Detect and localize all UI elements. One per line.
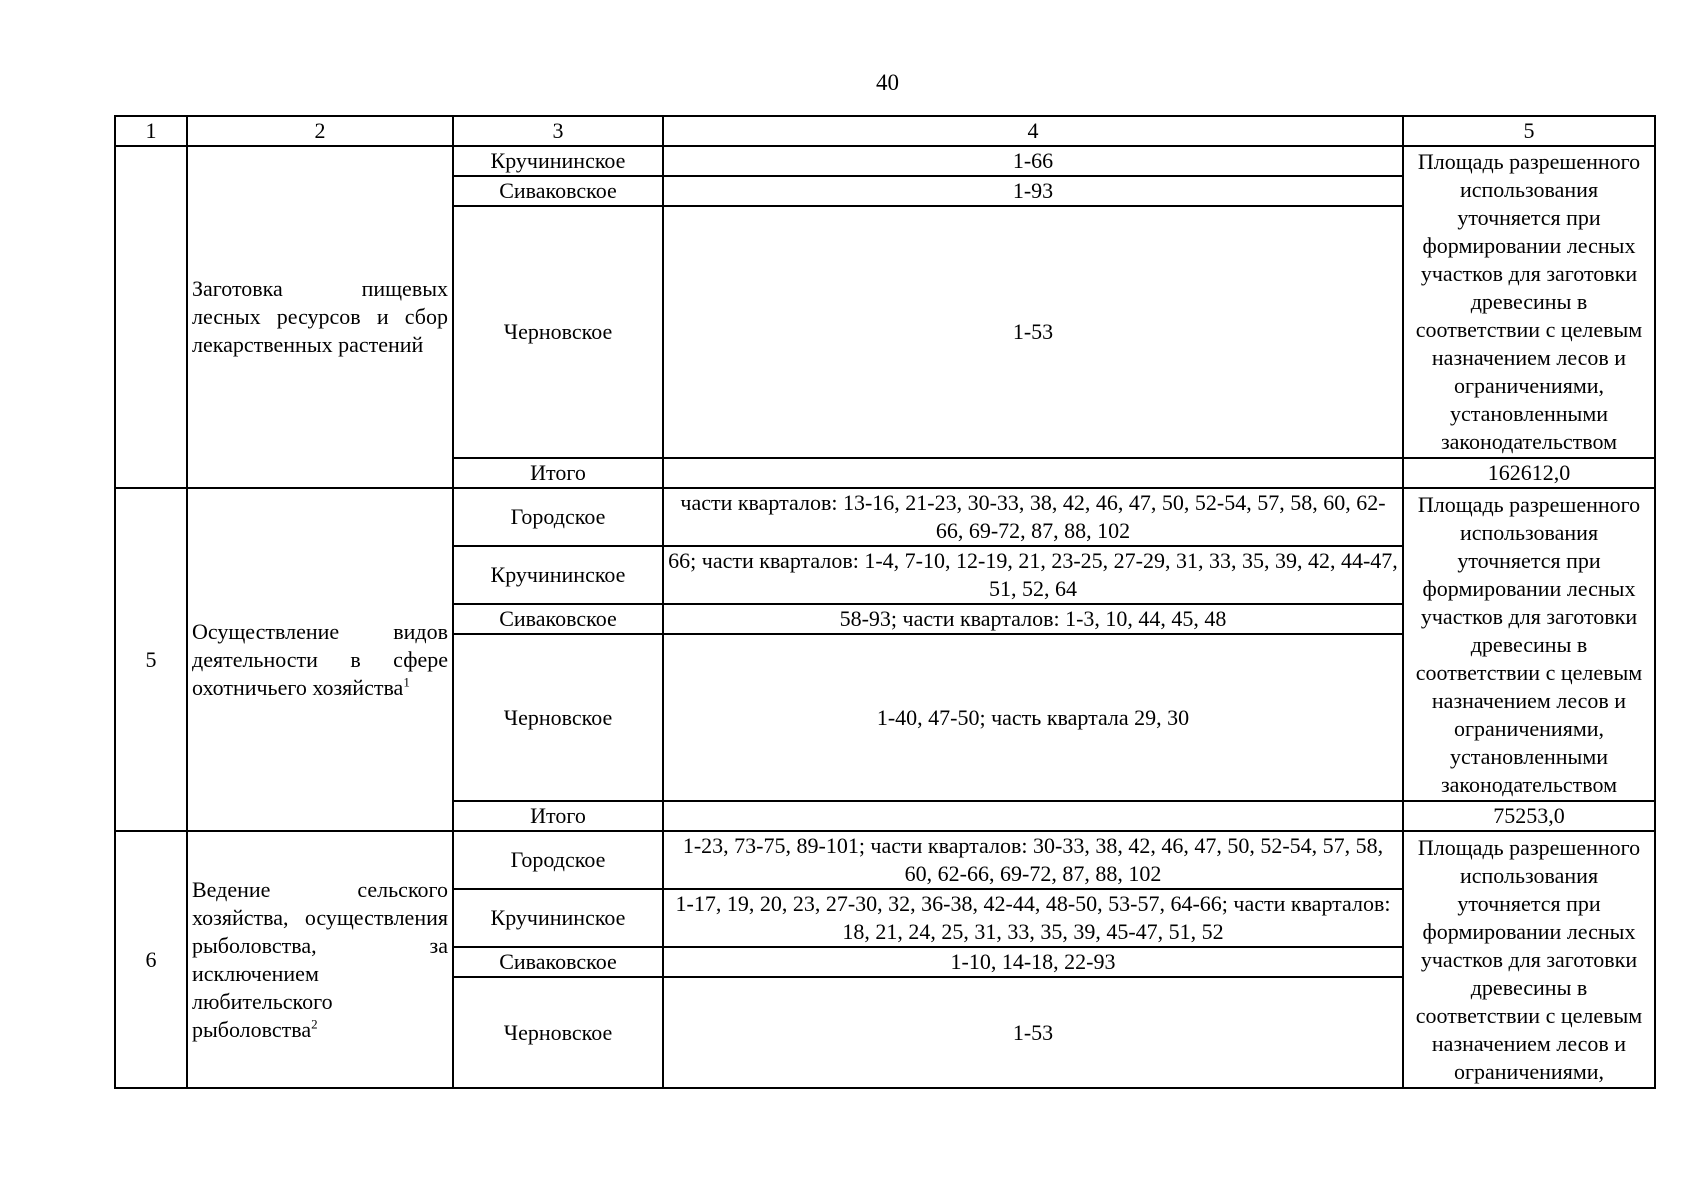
row-number: 5 bbox=[115, 488, 187, 831]
quarters-cell: части кварталов: 13-16, 21-23, 30-33, 38, 42, 46, 47, 50, 52-54, 57, 58, 60, 62-66, 69-72, 87, 88, 102 bbox=[663, 488, 1403, 546]
total-empty-cell bbox=[663, 801, 1403, 831]
forestry-cell: Черновское bbox=[453, 634, 663, 801]
forestry-cell: Кручининское bbox=[453, 546, 663, 604]
forestry-cell: Городское bbox=[453, 488, 663, 546]
header-col-4: 4 bbox=[663, 116, 1403, 146]
table-row bbox=[115, 831, 1655, 889]
note-cell: Площадь разрешенного использования уточняется при формировании лесных участков для заготовки древесины в соответствии с целевым назначением лесов и ограничениями, установленными законодательством bbox=[1403, 488, 1655, 801]
total-value: 75253,0 bbox=[1403, 801, 1655, 831]
quarters-cell: 1-93 bbox=[663, 176, 1403, 206]
forestry-cell: Городское bbox=[453, 831, 663, 889]
quarters-cell: 1-53 bbox=[663, 977, 1403, 1088]
quarters-cell: 1-53 bbox=[663, 206, 1403, 458]
footnote-mark: 2 bbox=[311, 1016, 318, 1032]
quarters-cell: 1-66 bbox=[663, 146, 1403, 176]
footnote-mark: 1 bbox=[403, 674, 410, 690]
quarters-cell: 1-40, 47-50; часть квартала 29, 30 bbox=[663, 634, 1403, 801]
total-value: 162612,0 bbox=[1403, 458, 1655, 488]
quarters-cell: 66; части кварталов: 1-4, 7-10, 12-19, 21, 23-25, 27-29, 31, 33, 35, 39, 42, 44-47, 51, 52, 64 bbox=[663, 546, 1403, 604]
quarters-cell: 1-10, 14-18, 22-93 bbox=[663, 947, 1403, 977]
quarters-cell: 58-93; части кварталов: 1-3, 10, 44, 45, 48 bbox=[663, 604, 1403, 634]
activity-text: Заготовка пищевых лесных ресурсов и сбор лекарственных растений bbox=[192, 276, 448, 357]
note-cell: Площадь разрешенного использования уточняется при формировании лесных участков для заготовки древесины в соответствии с целевым назначением лесов и ограничениями, bbox=[1403, 831, 1655, 1088]
total-label: Итого bbox=[453, 801, 663, 831]
forestry-cell: Кручининское bbox=[453, 889, 663, 947]
quarters-cell: 1-17, 19, 20, 23, 27-30, 32, 36-38, 42-44, 48-50, 53-57, 64-66; части кварталов: 18, 21, 24, 25, 31, 33, 35, 39, 45-47, 51, 52 bbox=[663, 889, 1403, 947]
forestry-cell: Сиваковское bbox=[453, 604, 663, 634]
forestry-cell: Черновское bbox=[453, 977, 663, 1088]
forest-use-table bbox=[114, 115, 1656, 1089]
activity-cell bbox=[187, 488, 453, 831]
activity-text: Осуществление видов деятельности в сфере охотничьего хозяйства bbox=[192, 618, 448, 700]
header-col-5: 5 bbox=[1403, 116, 1655, 146]
forestry-cell: Сиваковское bbox=[453, 947, 663, 977]
row-number bbox=[115, 146, 187, 488]
forestry-cell: Сиваковское bbox=[453, 176, 663, 206]
activity-cell bbox=[187, 146, 453, 488]
total-empty-cell bbox=[663, 458, 1403, 488]
forestry-cell: Черновское bbox=[453, 206, 663, 458]
table-row bbox=[115, 146, 1655, 176]
header-col-1: 1 bbox=[115, 116, 187, 146]
total-label: Итого bbox=[453, 458, 663, 488]
row-number: 6 bbox=[115, 831, 187, 1088]
note-cell: Площадь разрешенного использования уточняется при формировании лесных участков для заготовки древесины в соответствии с целевым назначением лесов и ограничениями, установленными законодательством bbox=[1403, 146, 1655, 458]
page-number: 40 bbox=[876, 70, 899, 95]
table-row bbox=[115, 488, 1655, 546]
quarters-cell: 1-23, 73-75, 89-101; части кварталов: 30-33, 38, 42, 46, 47, 50, 52-54, 57, 58, 60, 62-66, 69-72, 87, 88, 102 bbox=[663, 831, 1403, 889]
header-col-2: 2 bbox=[187, 116, 453, 146]
activity-text: Ведение сельского хозяйства, осуществления рыболовства, за исключением любительского рыболовства bbox=[192, 876, 448, 1042]
activity-cell bbox=[187, 831, 453, 1088]
forestry-cell: Кручининское bbox=[453, 146, 663, 176]
table-header-row bbox=[115, 116, 1655, 146]
header-col-3: 3 bbox=[453, 116, 663, 146]
